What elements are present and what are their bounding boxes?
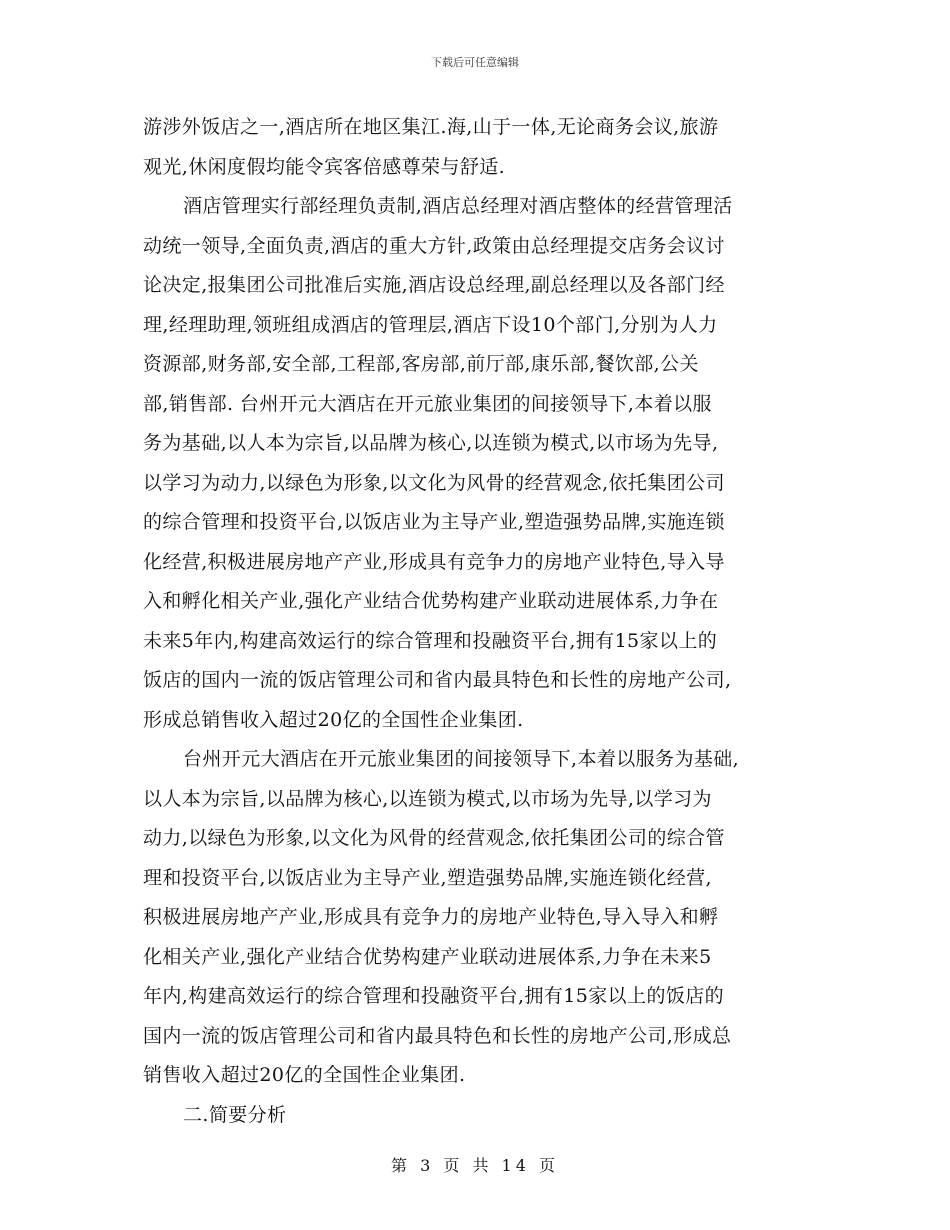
body-line: 入和孵化相关产业,强化产业结合优势构建产业联动进展体系,力争在 — [143, 590, 719, 612]
body-line: 销售收入超过20亿的全国性企业集团. — [143, 1064, 466, 1086]
body-line: 动统一领导,全面负责,酒店的重大方针,政策由总经理提交店务会议讨 — [143, 234, 725, 257]
body-line: 未来5年内,构建高效运行的综合管理和投融资平台,拥有15家以上的 — [143, 629, 718, 652]
body-line: 饭店的国内一流的饭店管理公司和省内最具特色和长性的房地产公司, — [143, 669, 732, 691]
section-heading: 二.简要分析 — [183, 1103, 287, 1126]
body-line: 年内,构建高效运行的综合管理和投融资平台,拥有15家以上的饭店的 — [143, 985, 725, 1007]
page-header: 下载后可任意编辑 — [431, 56, 519, 69]
body-line: 观光,休闲度假均能令宾客倍感尊荣与舒适. — [143, 155, 506, 178]
body-line: 国内一流的饭店管理公司和省内最具特色和长性的房地产公司,形成总 — [143, 1024, 732, 1047]
body-line: 形成总销售收入超过20亿的全国性企业集团. — [143, 708, 524, 731]
body-line: 理,经理助理,领班组成酒店的管理层,酒店下设10个部门,分别为人力 — [143, 313, 718, 336]
body-line: 化经营,积极进展房地产产业,形成具有竞争力的房地产业特色,导入导 — [143, 550, 725, 573]
body-line: 的综合管理和投资平台,以饭店业为主导产业,塑造强势品牌,实施连锁 — [143, 511, 725, 533]
page-number-footer: 第 3 页 共 14 页 — [391, 1156, 559, 1175]
paragraph-start-line: 台州开元大酒店在开元旅业集团的间接领导下,本着以服务为基础, — [183, 748, 740, 770]
paragraph-start-line: 酒店管理实行部经理负责制,酒店总经理对酒店整体的经营管理活 — [183, 195, 733, 217]
document-body — [143, 108, 823, 1135]
body-line: 部,销售部. 台州开元大酒店在开元旅业集团的间接领导下,本着以服 — [143, 392, 712, 415]
body-line: 论决定,报集团公司批准后实施,酒店设总经理,副总经理以及各部门经 — [143, 274, 725, 296]
body-line: 资源部,财务部,安全部,工程部,客房部,前厅部,康乐部,餐饮部,公关 — [143, 353, 699, 375]
body-line: 务为基础,以人本为宗旨,以品牌为核心,以连锁为模式,以市场为先导, — [143, 432, 719, 454]
body-line: 以人本为宗旨,以品牌为核心,以连锁为模式,以市场为先导,以学习为 — [143, 787, 712, 810]
body-line: 理和投资平台,以饭店业为主导产业,塑造强势品牌,实施连锁化经营, — [143, 866, 712, 889]
body-line: 积极进展房地产产业,形成具有竞争力的房地产业特色,导入导入和孵 — [143, 906, 719, 928]
body-line: 以学习为动力,以绿色为形象,以文化为风骨的经营观念,依托集团公司 — [143, 471, 725, 494]
body-line: 动力,以绿色为形象,以文化为风骨的经营观念,依托集团公司的综合管 — [143, 827, 725, 849]
body-line: 化相关产业,强化产业结合优势构建产业联动进展体系,力争在未来5 — [143, 945, 712, 968]
body-line: 游涉外饭店之一,酒店所在地区集江.海,山于一体,无论商务会议,旅游 — [143, 116, 719, 138]
